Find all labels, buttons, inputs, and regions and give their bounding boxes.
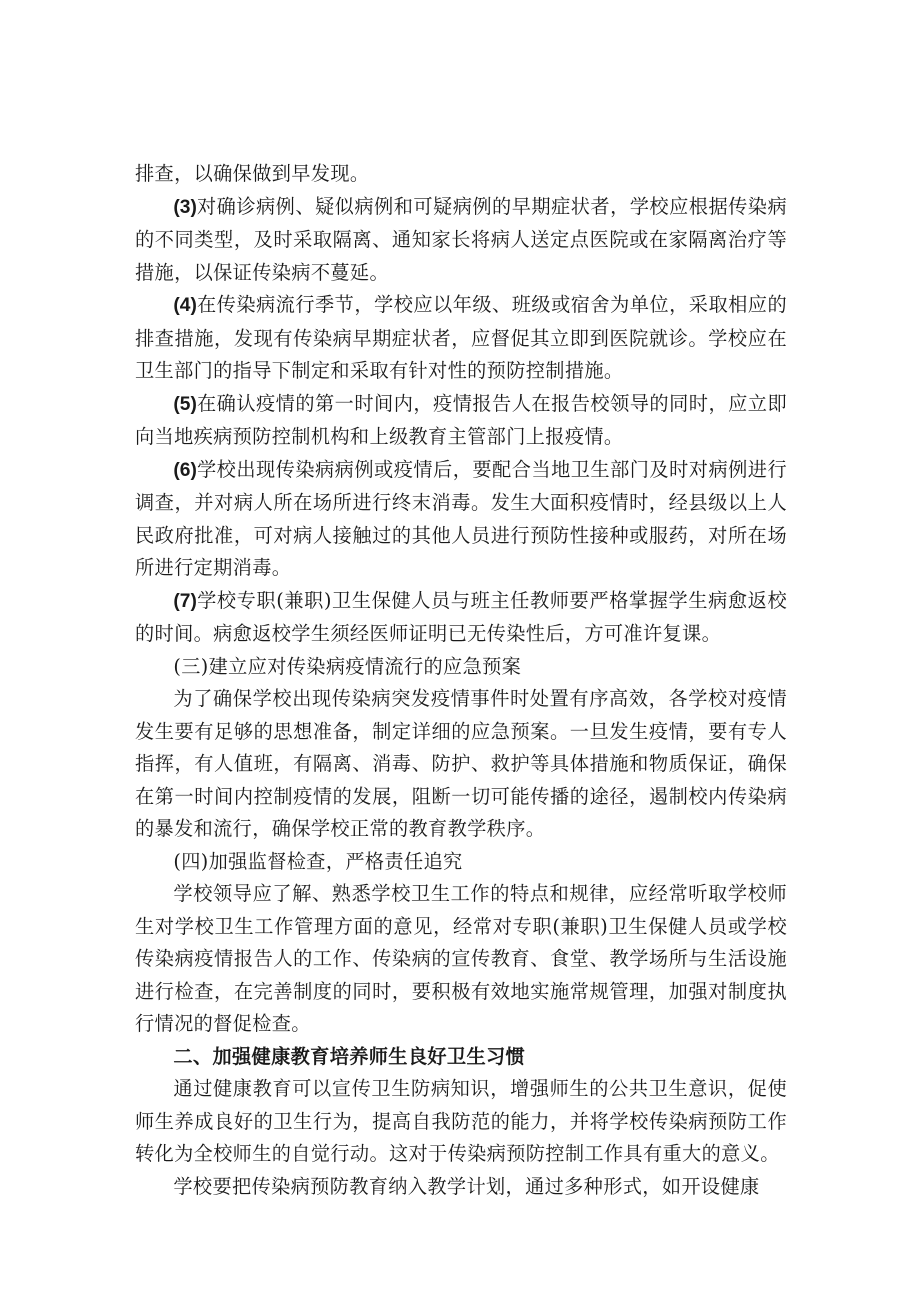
document-page [135, 158, 787, 1203]
list-item-4 [135, 289, 787, 388]
list-item-3 [135, 191, 787, 290]
section-heading-3: (三)建立应对传染病疫情流行的应急预案 [173, 654, 522, 678]
item-number: (4) [173, 295, 197, 316]
paragraph-text: 对确诊病例、疑似病例和可疑病例的早期症状者，学校应根据传染病的不同类型，及时采取隔离、通知家长将病人送定点医院或在家隔离治疗等措施，以保证传染病不蔓延。 [135, 194, 787, 284]
paragraph-text: 学校出现传染病病例或疫情后，要配合当地卫生部门及时对病例进行调查，并对病人所在场所进行终末消毒。发生大面积疫情时，经县级以上人民政府批准，可对病人接触过的其他人员进行预防性接种或服药，对所在场所进行定期消毒。 [135, 457, 787, 579]
list-item-7 [135, 585, 787, 651]
paragraph-text: 在确认疫情的第一时间内，疫情报告人在报告校领导的同时，应立即向当地疾病预防控制机构和上级教育主管部门上报疫情。 [135, 391, 787, 448]
body-paragraph: 学校领导应了解、熟悉学校卫生工作的特点和规律，应经常听取学校师生对学校卫生工作管理方面的意见，经常对专职(兼职)卫生保健人员或学校传染病疫情报告人的工作、传染病的宣传教育、食堂、教学场所与生活设施进行检查，在完善制度的同时，要积极有效地实施常规管理，加强对制度执行情况的督促检查。 [135, 882, 787, 1035]
body-paragraph: 为了确保学校出现传染病突发疫情事件时处置有序高效，各学校对疫情发生要有足够的思想准备，制定详细的应急预案。一旦发生疫情，要有专人指挥，有人值班，有隔离、消毒、防护、救护等具体措施和物质保证，确保在第一时间内控制疫情的发展，阻断一切可能传播的途径，遏制校内传染病的暴发和流行，确保学校正常的教育教学秩序。 [135, 687, 787, 840]
section-heading-4: (四)加强监督检查，严格责任追究 [173, 849, 463, 873]
paragraph-text: 在传染病流行季节，学校应以年级、班级或宿舍为单位，采取相应的排查措施，发现有传染病早期症状者，应督促其立即到医院就诊。学校应在卫生部门的指导下制定和采取有针对性的预防控制措施。 [135, 293, 787, 382]
item-number: (5) [173, 393, 197, 415]
item-number: (6) [173, 459, 197, 481]
chapter-heading-2: 二、加强健康教育培养师生良好卫生习惯 [173, 1044, 526, 1068]
paragraph-text: 排查，以确保做到早发现。 [135, 162, 370, 185]
list-item-5 [135, 388, 787, 454]
item-number: (3) [173, 196, 197, 218]
body-paragraph: 通过健康教育可以宣传卫生防病知识，增强师生的公共卫生意识，促使师生养成良好的卫生行为，提高自我防范的能力，并将学校传染病预防工作转化为全校师生的自觉行动。这对于传染病预防控制工作具有重大的意义。 [135, 1077, 787, 1165]
paragraph-text: 学校专职(兼职)卫生保健人员与班主任教师要严格掌握学生病愈返校的时间。病愈返校学生须经医师证明已无传染性后，方可准许复课。 [135, 588, 787, 645]
list-item-6 [135, 454, 787, 585]
item-number: (7) [173, 590, 197, 612]
paragraph-continuation [135, 158, 787, 191]
body-paragraph: 学校要把传染病预防教育纳入教学计划，通过多种形式，如开设健康 [173, 1174, 760, 1198]
